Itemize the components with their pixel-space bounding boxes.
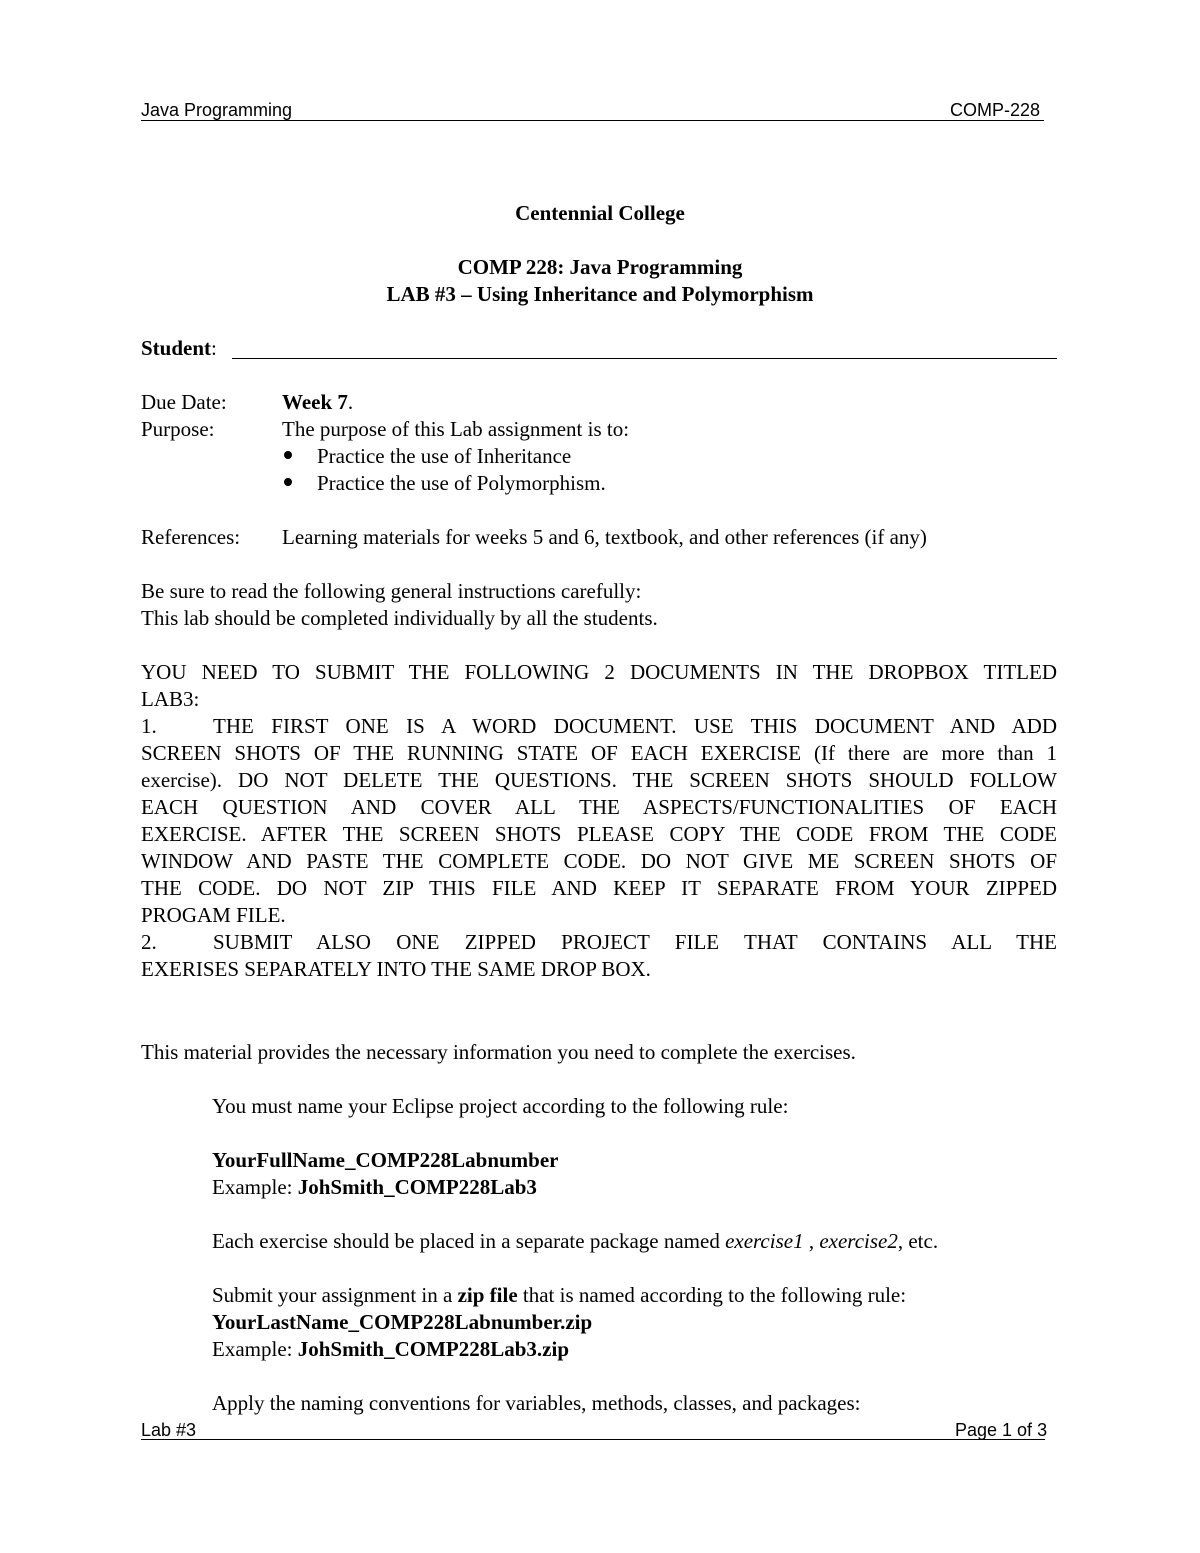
student-label: Student	[141, 336, 212, 360]
item1-line	[141, 713, 1057, 740]
header-rule	[141, 120, 1044, 121]
item1-line: exercise). DO NOT DELETE THE QUESTIONS. THE SCREEN SHOTS SHOULD FOLLOW	[141, 768, 1057, 792]
zip-name-pattern: YourLastName_COMP228Labnumber.zip	[212, 1310, 593, 1334]
references-text: Learning materials for weeks 5 and 6, textbook, and other references (if any)	[282, 525, 927, 549]
student-name-line	[232, 358, 1057, 359]
zip-rule-prefix: Submit your assignment in a	[212, 1283, 458, 1307]
submission-instructions	[141, 659, 1057, 983]
package-rule	[212, 1228, 938, 1255]
project-name-pattern: YourFullName_COMP228Labnumber	[212, 1148, 559, 1172]
package-rule-prefix: Each exercise should be placed in a separate package named	[212, 1229, 726, 1253]
material-text: This material provides the necessary information you need to complete the exercises.	[141, 1040, 856, 1064]
purpose-bullet-1: Practice the use of Inheritance	[317, 444, 572, 468]
item1-number: 1.	[141, 714, 157, 738]
project-rule-intro: You must name your Eclipse project according to the following rule:	[212, 1094, 789, 1118]
bullet-icon	[284, 451, 292, 459]
item1-line: PROGAM FILE.	[141, 903, 286, 927]
example-label: Example:	[212, 1175, 298, 1199]
submit-line: LAB3:	[141, 687, 200, 711]
footer-left: Lab #3	[141, 1420, 197, 1440]
purpose-label: Purpose:	[141, 417, 215, 441]
project-example: JohSmith_COMP228Lab3	[297, 1175, 537, 1199]
header-right: COMP-228	[950, 100, 1041, 120]
footer-rule	[141, 1439, 1045, 1440]
zip-example: JohSmith_COMP228Lab3.zip	[297, 1337, 570, 1361]
item1-line: SCREEN SHOTS OF THE RUNNING STATE OF EACH EXERCISE (If there are more than 1	[141, 741, 1057, 765]
package-name-1: exercise1	[725, 1229, 804, 1253]
item1-line: EXERCISE. AFTER THE SCREEN SHOTS PLEASE COPY THE CODE FROM THE CODE	[141, 822, 1057, 846]
due-date-suffix: .	[347, 390, 354, 414]
zip-rule-suffix: that is named according to the following rule:	[517, 1283, 907, 1307]
zip-rule-bold: zip file	[457, 1283, 518, 1307]
references-label: References:	[141, 525, 241, 549]
package-name-2: exercise2	[819, 1229, 898, 1253]
lab-title: LAB #3 – Using Inheritance and Polymorphism	[386, 282, 814, 306]
example-label: Example:	[212, 1337, 298, 1361]
student-label-row	[141, 335, 217, 362]
bullet-icon	[284, 478, 292, 486]
due-date-label: Due Date:	[141, 390, 227, 414]
item2-line	[141, 929, 1057, 956]
submit-line: YOU NEED TO SUBMIT THE FOLLOWING 2 DOCUMENTS IN THE DROPBOX TITLED	[141, 660, 1057, 684]
purpose-intro: The purpose of this Lab assignment is to:	[282, 417, 630, 441]
naming-conventions: Apply the naming conventions for variables, methods, classes, and packages:	[212, 1391, 861, 1415]
item1-line: THE CODE. DO NOT ZIP THIS FILE AND KEEP IT SEPARATE FROM YOUR ZIPPED	[141, 876, 1057, 900]
item2-line: EXERISES SEPARATELY INTO THE SAME DROP BOX.	[141, 957, 651, 981]
item1-line: EACH QUESTION AND COVER ALL THE ASPECTS/FUNCTIONALITIES OF EACH	[141, 795, 1057, 819]
purpose-bullet-2: Practice the use of Polymorphism.	[317, 471, 606, 495]
zip-example-row	[212, 1336, 569, 1363]
general-line-2: This lab should be completed individually by all the students.	[141, 606, 658, 630]
item1-line: WINDOW AND PASTE THE COMPLETE CODE. DO NOT GIVE ME SCREEN SHOTS OF	[141, 849, 1057, 873]
package-separator: ,	[803, 1229, 820, 1253]
item2-number: 2.	[141, 930, 157, 954]
college-title: Centennial College	[515, 201, 685, 225]
student-colon: :	[211, 336, 217, 360]
package-rule-suffix: , etc.	[897, 1229, 939, 1253]
zip-rule	[212, 1282, 906, 1309]
item1-text: THE FIRST ONE IS A WORD DOCUMENT. USE THIS DOCUMENT AND ADD	[213, 714, 1057, 738]
due-date-value-row	[282, 389, 353, 416]
header-left: Java Programming	[141, 100, 293, 120]
project-example-row	[212, 1174, 537, 1201]
course-title: COMP 228: Java Programming	[457, 255, 743, 279]
footer-right: Page 1 of 3	[955, 1420, 1048, 1440]
item2-text: SUBMIT ALSO ONE ZIPPED PROJECT FILE THAT CONTAINS ALL THE	[213, 930, 1057, 954]
due-date-value: Week 7	[282, 390, 348, 414]
general-line-1: Be sure to read the following general instructions carefully:	[141, 579, 642, 603]
